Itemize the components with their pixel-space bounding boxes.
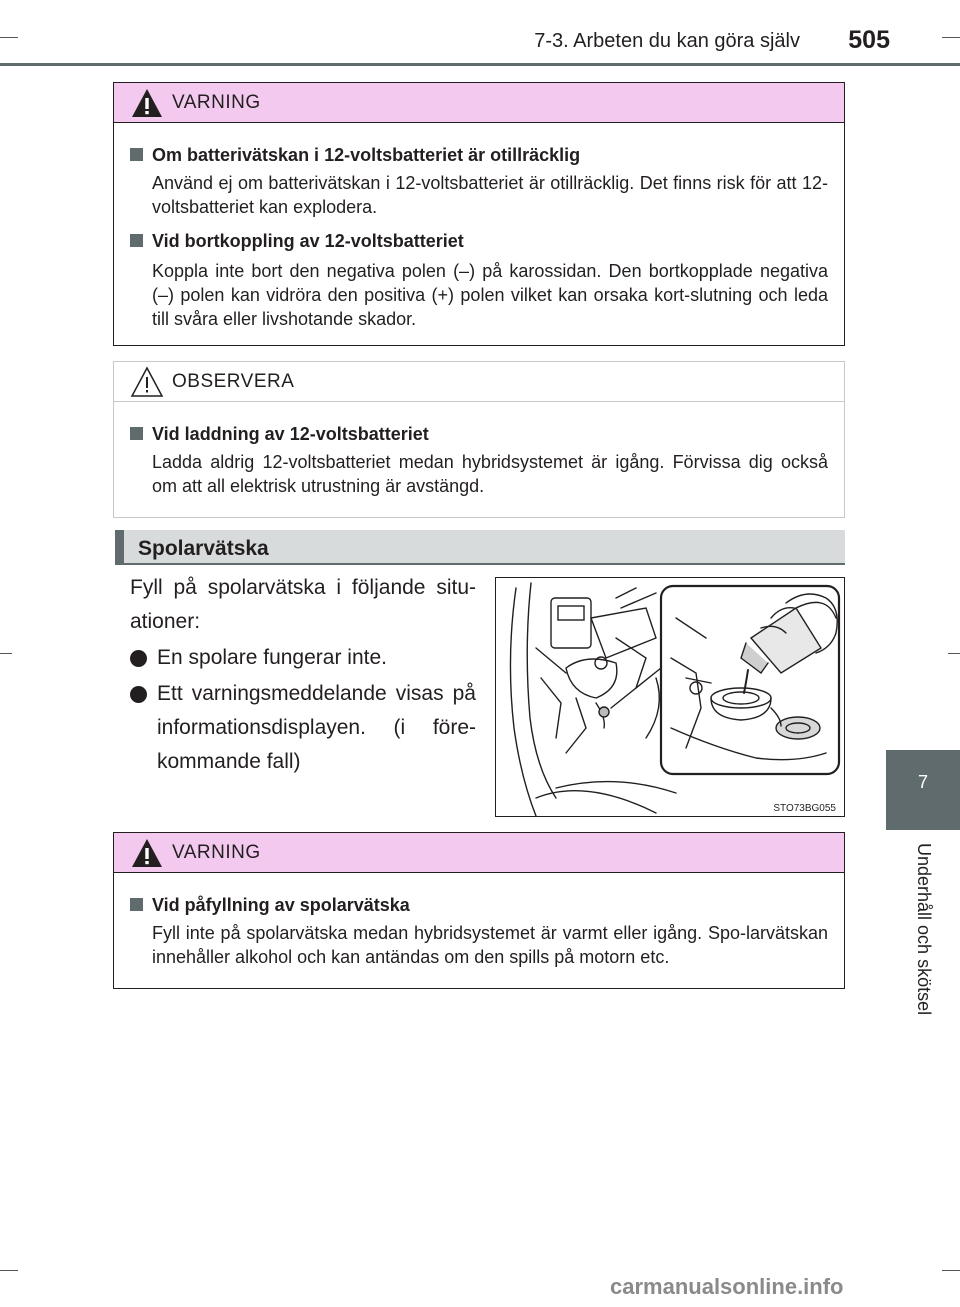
crop-mark (0, 1270, 18, 1271)
figure-code: STO73BG055 (773, 803, 836, 814)
notice-item-heading (130, 422, 828, 446)
square-bullet-icon (130, 898, 143, 911)
warning-item-heading-text: Vid påfyllning av spolarvätska (152, 895, 410, 915)
crop-mark (942, 37, 960, 38)
intro-text: Fyll på spolarvätska i följande situ-ationer: (130, 576, 476, 633)
warning-triangle-icon (130, 87, 164, 119)
warning-header (114, 83, 844, 123)
crop-mark (948, 653, 960, 654)
list-item-text: En spolare fungerar inte. (157, 646, 387, 669)
list-item (130, 641, 476, 675)
square-bullet-icon (130, 234, 143, 247)
warning-item-heading-text: Vid bortkoppling av 12-voltsbatteriet (152, 231, 464, 251)
notice-title: OBSERVERA (172, 371, 295, 392)
warning-body (114, 123, 844, 359)
round-bullet-icon (130, 650, 147, 667)
crop-mark (0, 37, 18, 38)
header-rule (0, 63, 960, 66)
engine-bay-drawing (496, 578, 845, 817)
page-number: 505 (848, 26, 890, 54)
section-intro (130, 571, 476, 779)
round-bullet-icon (130, 686, 147, 703)
watermark: carmanualsonline.info (610, 1274, 844, 1299)
chapter-number: 7 (917, 772, 928, 792)
warning-item-text: Fyll inte på spolarvätska medan hybridsystemet är varmt eller igång. Spo-larvätskan innehåller alkohol och kan antändas om den spills på motorn etc. (152, 923, 828, 967)
warning-body (114, 873, 844, 997)
warning-title: VARNING (172, 92, 261, 113)
warning-item-text: Koppla inte bort den negativa polen (–) på karossidan. Den bortkopplade negativa (–) polen kan vidröra den positiva (+) polen vilket kan orsaka kort-slutning och leda till svåra eller livshotande skador. (152, 261, 828, 329)
warning-triangle-icon (130, 837, 164, 869)
warning-item-heading (130, 893, 828, 917)
square-bullet-icon (130, 148, 143, 161)
chapter-tab[interactable] (886, 750, 960, 830)
square-bullet-icon (130, 427, 143, 440)
warning-item-text: Använd ej om batterivätskan i 12-voltsbatteriet är otillräcklig. Det finns risk för att 12-voltsbatteriet kan explodera. (152, 173, 828, 217)
notice-box (113, 361, 845, 518)
section-heading-band (115, 530, 845, 565)
running-header: 7-3. Arbeten du kan göra själv (534, 30, 800, 52)
notice-item-heading-text: Vid laddning av 12-voltsbatteriet (152, 424, 429, 444)
list-item (130, 677, 476, 779)
notice-item-text: Ladda aldrig 12-voltsbatteriet medan hybridsystemet är igång. Förvissa dig också om att all elektrisk utrustning är avstängd. (152, 452, 828, 496)
washer-fluid-illustration (495, 577, 845, 817)
warning-box (113, 82, 845, 346)
warning-box (113, 832, 845, 989)
crop-mark (0, 653, 12, 654)
warning-header (114, 833, 844, 873)
warning-title: VARNING (172, 842, 261, 863)
warning-item-heading-text: Om batterivätskan i 12-voltsbatteriet är otillräcklig (152, 145, 581, 165)
warning-item-heading (130, 229, 828, 253)
notice-header (114, 362, 844, 402)
list-item-text: Ett varningsmeddelande visas på informationsdisplayen. (i före-kommande fall) (157, 682, 476, 773)
crop-mark (942, 1270, 960, 1271)
notice-triangle-icon (130, 366, 164, 398)
warning-item-heading (130, 143, 828, 167)
notice-body (114, 402, 844, 526)
section-title: Spolarvätska (138, 537, 269, 560)
chapter-title: Underhåll och skötsel (914, 843, 934, 1016)
